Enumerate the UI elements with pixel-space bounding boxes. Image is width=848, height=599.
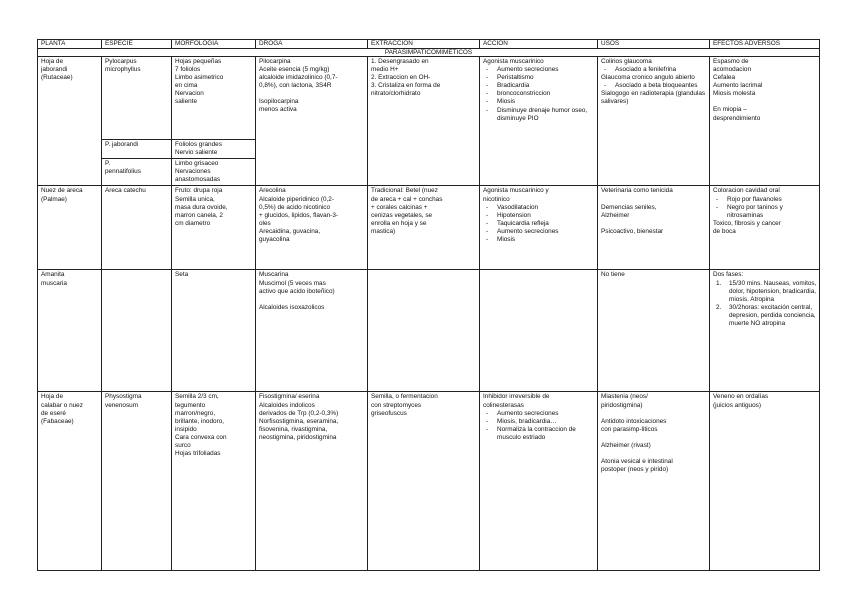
cell-usos: No tiene	[598, 270, 710, 392]
cell-accion: Agonista muscarinico y nicotinico - Vasodilatacion - Hipotension - Taquicardia refleja - Aumento secreciones - Miosis	[480, 186, 598, 270]
header-especie: ESPECIE	[102, 40, 172, 49]
table-row	[38, 186, 820, 270]
cell-extraccion: Semilla, o fermentacion con streptomyces griseofuscus	[368, 392, 480, 571]
cell-morfologia: Fruto: drupa roja Semilla unica, masa dura ovoide, marron canela, 2 cm diametro	[172, 186, 256, 270]
header-row	[38, 40, 820, 49]
cell-usos: Colirios glaucoma - Asociado a fenilefrina Glaucoma cronico angulo abierto - Asociado a beta bloqueantes Sialogogo en radioterapia (glandulas salivares)	[598, 57, 710, 186]
section-title: PARASIMPATICOMIMETICOS	[38, 48, 820, 57]
pharmacology-table	[37, 39, 820, 571]
cell-droga: Muscarina Muscimol (5 veces mas activo que acido iboteñico) Alcaloides isoxazolicos	[256, 270, 368, 392]
cell-accion	[480, 270, 598, 392]
cell-especie: P. pennatifolius	[102, 159, 172, 186]
cell-especie: Physostigma venenosum	[102, 392, 172, 571]
cell-especie: Areca catechu	[102, 186, 172, 270]
header-morfologia: MORFOLOGIA	[172, 40, 256, 49]
cell-morfologia: Hojas pequeñas 7 foliolos Limbo asimetrico en cima Nervacion saliente	[172, 57, 256, 140]
header-usos: USOS	[598, 40, 710, 49]
header-extraccion: EXTRACCION	[368, 40, 480, 49]
section-row	[38, 48, 820, 57]
cell-extraccion: 1. Desengrasado en medio H+ 2. Extraccion en OH- 3. Cristaliza en forma de nitrato/clorhidrato	[368, 57, 480, 186]
cell-planta: Hoja de calabar o nuez de eseré (Fabaceae)	[38, 392, 102, 571]
table-row	[38, 392, 820, 571]
cell-morfologia: Foliolos grandes Nervio saliente	[172, 140, 256, 159]
cell-usos: Veterinaria como tenicida Demencias seniles, Alzheimer Psicoactivo, bienestar	[598, 186, 710, 270]
cell-efectos: Espasmo de acomodacion Cefalea Aumento lacrimal Miosis molesta En miopia – desprendimiento	[710, 57, 820, 186]
cell-droga: Pilocarpina Aceite esencia (5 mg/kg) alcaloide imidazolinico (0,7- 0,8%), con lactona, 3S4R Isopilocarpina menos activa	[256, 57, 368, 186]
cell-extraccion	[368, 270, 480, 392]
cell-morfologia: Seta	[172, 270, 256, 392]
cell-usos: Miastenia (neos/ piridostigmina) Antidoto intoxicaciones con parasimp-liticos Alzheimer (rivast) Atonia vesical e intestinal postoper (neos y pirido)	[598, 392, 710, 571]
cell-efectos: Veneno en ordalías (juicios antiguos)	[710, 392, 820, 571]
cell-morfologia: Limbo grisaceo Nervaciones anastomosadas	[172, 159, 256, 186]
header-planta: PLANTA	[38, 40, 102, 49]
cell-especie	[102, 270, 172, 392]
cell-efectos: Dos fases: 1. 15/30 mins. Nauseas, vomitos, dolor, hipotension, bradicardia, miosis. Atropina 2. 30/2horas: excitación central, depresion, perdida conciencia, muerte NO atropina	[710, 270, 820, 392]
header-droga: DROGA	[256, 40, 368, 49]
cell-efectos: Coloracion cavidad oral - Rojo por flavanoles - Negro por taninos y nitrosaminas Toxico, fibrosis y cancer de boca	[710, 186, 820, 270]
cell-planta: Hoja de jaborandi (Rutaceae)	[38, 57, 102, 186]
cell-morfologia: Semilla 2/3 cm, tegumento marron/negro, brillante, inodoro, insipido Cara convexa con surco Hojas trifoliadas	[172, 392, 256, 571]
cell-droga: Fisostigmina/ eserina Alcaloides indolicos derivados de Trp (0,2-0,3%) Norfisostigmina, eseramina, fisovenina, rivastigmina, neostigmina, piridostigmina	[256, 392, 368, 571]
cell-droga: Arecolina Alcaloide piperidinico (0,2- 0,5%) de acido nicotinico + glucidos, lipidos, flavan-3- oles Arecaidina, guvacina, guyacolina	[256, 186, 368, 270]
cell-planta: Nuez de areca (Palmae)	[38, 186, 102, 270]
header-accion: ACCION	[480, 40, 598, 49]
cell-extraccion: Tradicional: Betel (nuez de areca + cal + conchas + corales calcinas + cenizas vegetales, se enrolla en hoja y se mastica)	[368, 186, 480, 270]
cell-especie: Pylocarpus microphyllus	[102, 57, 172, 140]
cell-accion: Inhibidor irreversible de colinesterasas - Aumento secreciones - Miosis, bradicardia… - Normaliza la contraccion de musculo estriado	[480, 392, 598, 571]
cell-especie: P. jaborandi	[102, 140, 172, 159]
table-row	[38, 270, 820, 392]
table-row	[38, 57, 820, 140]
cell-planta: Amanita muscaria	[38, 270, 102, 392]
cell-accion: Agonista muscarinico - Aumento secreciones - Peristaltismo - Bradicardia - broncoconstriccion - Miosis - Disminuye drenaje humor oseo, disminuye PIO	[480, 57, 598, 186]
header-efectos-adversos: EFECTOS ADVERSOS	[710, 40, 820, 49]
